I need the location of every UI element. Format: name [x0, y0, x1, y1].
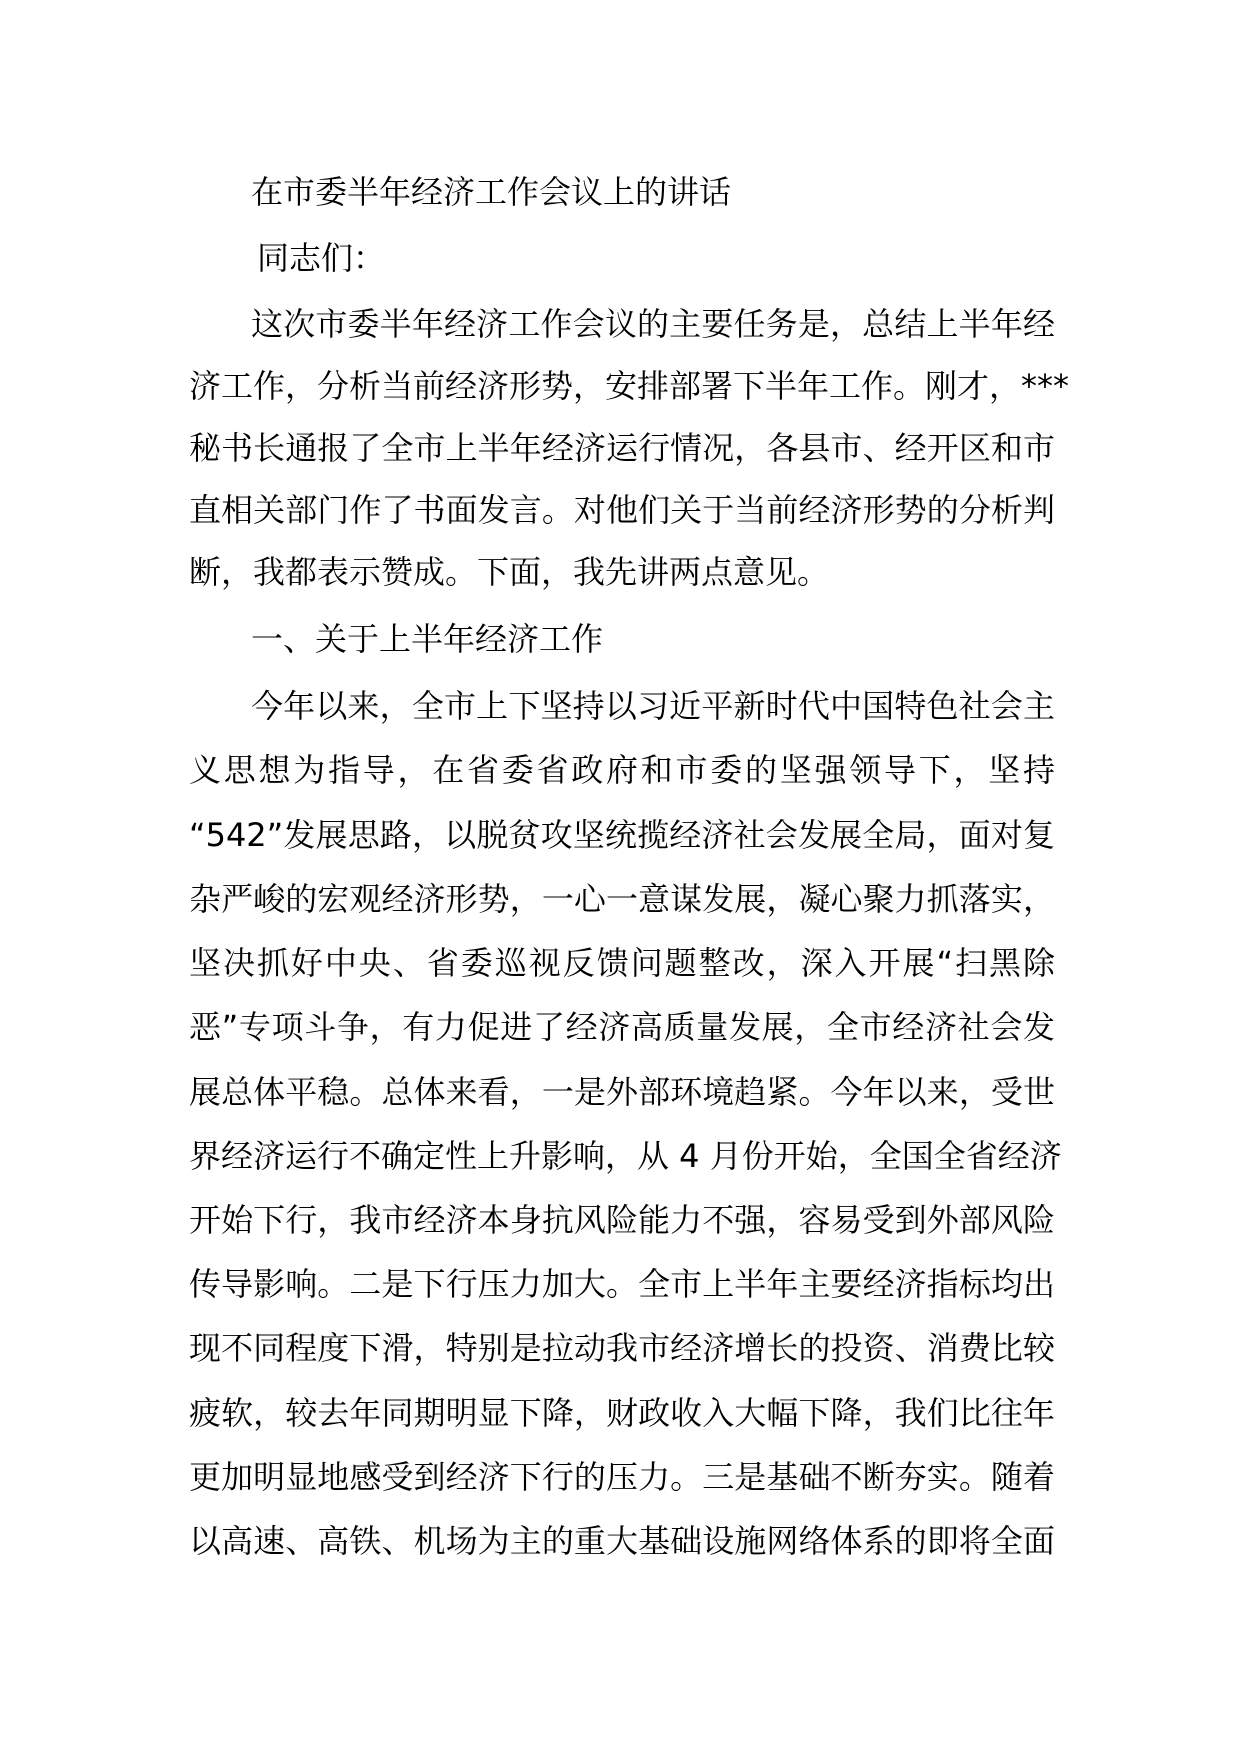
paragraph-line: 展总体平稳。总体来看，一是外部环境趋紧。今年以来，受世 — [189, 1073, 1055, 1111]
section-heading: 一、关于上半年经济工作 — [251, 620, 604, 658]
paragraph-line: 开始下行，我市经济本身抗风险能力不强，容易受到外部风险 — [189, 1201, 1055, 1239]
salutation: 同志们： — [257, 239, 386, 277]
paragraph-line: 秘书长通报了全市上半年经济运行情况，各县市、经开区和市 — [189, 429, 1055, 467]
document-title: 在市委半年经济工作会议上的讲话 — [251, 173, 732, 211]
paragraph-line: 现不同程度下滑，特别是拉动我市经济增长的投资、消费比较 — [189, 1329, 1055, 1367]
paragraph-line: 今年以来，全市上下坚持以习近平新时代中国特色社会主 — [251, 687, 1055, 725]
paragraph-line: 界经济运行不确定性上升影响，从 4 月份开始，全国全省经济 — [189, 1137, 1062, 1175]
paragraph-line: 疲软，较去年同期明显下降，财政收入大幅下降，我们比往年 — [189, 1394, 1055, 1432]
paragraph-line: 直相关部门作了书面发言。对他们关于当前经济形势的分析判 — [189, 491, 1055, 529]
paragraph-line: 这次市委半年经济工作会议的主要任务是，总结上半年经 — [251, 305, 1055, 343]
paragraph-line: “542”发展思路，以脱贫攻坚统揽经济社会发展全局，面对复 — [189, 816, 1055, 854]
paragraph-line: 杂严峻的宏观经济形势，一心一意谋发展，凝心聚力抓落实， — [189, 880, 1055, 918]
paragraph-line: 恶”专项斗争，有力促进了经济高质量发展，全市经济社会发 — [189, 1008, 1055, 1046]
paragraph-line: 济工作，分析当前经济形势，安排部署下半年工作。刚才，*** — [189, 367, 1070, 405]
paragraph-line: 以高速、高铁、机场为主的重大基础设施网络体系的即将全面 — [189, 1522, 1055, 1560]
paragraph-line: 更加明显地感受到经济下行的压力。三是基础不断夯实。随着 — [189, 1458, 1055, 1496]
paragraph-line: 义思想为指导，在省委省政府和市委的坚强领导下，坚持 — [189, 751, 1055, 789]
paragraph-line: 坚决抓好中央、省委巡视反馈问题整改，深入开展“扫黑除 — [189, 944, 1055, 982]
paragraph-line: 断，我都表示赞成。下面，我先讲两点意见。 — [189, 553, 830, 591]
paragraph-line: 传导影响。二是下行压力加大。全市上半年主要经济指标均出 — [189, 1265, 1055, 1303]
